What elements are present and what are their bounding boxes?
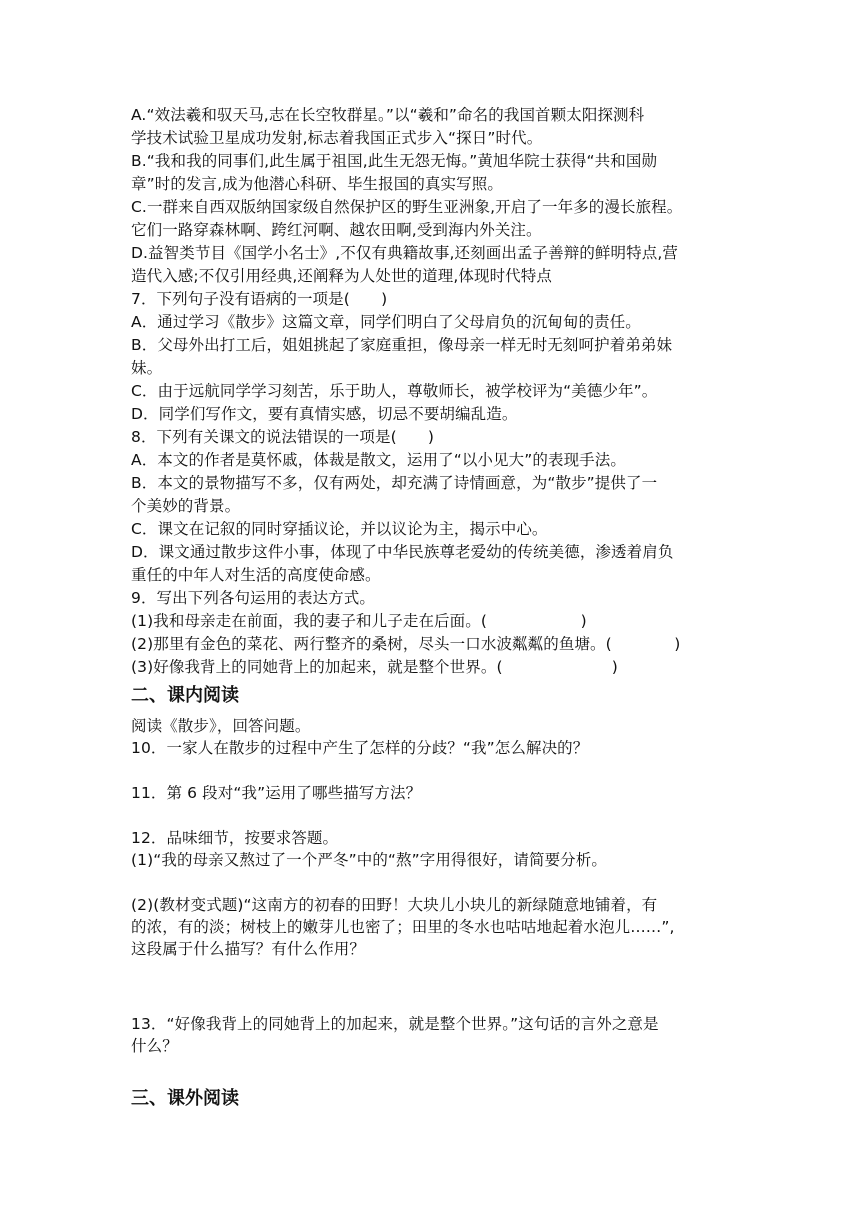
reading-instruction: 阅读《散步》，回答问题。 [131,717,311,735]
question-11: 11．第 6 段对“我”运用了哪些描写方法？ [131,784,422,802]
q9-item-1: (1)我和母亲走在前面，我的妻子和儿子走在后面。( ) [131,612,587,630]
option-b-line-2: 章”时的发言,成为他潜心科研、毕生报国的真实写照。 [131,175,503,193]
q12-part-2-line-1: (2)(教材变式题)“这南方的初春的田野！大块儿小块儿的新绿随意地铺着，有 [131,896,658,914]
q12-part-1: (1)“我的母亲又熬过了一个严冬”中的“熬”字用得很好，请简要分析。 [131,851,607,869]
question-7: 7．下列句子没有语病的一项是( ) [131,290,388,308]
option-d-line-1: D.益智类节目《国学小名士》,不仅有典籍故事,还刻画出孟子善辩的鲜明特点,营 [131,244,678,262]
q7-option-b-line-1: B．父母外出打工后，姐姐挑起了家庭重担，像母亲一样无时无刻呵护着弟弟妹 [131,336,673,354]
q8-option-a: A．本文的作者是莫怀戚，体裁是散文，运用了“以小见大”的表现手法。 [131,451,626,469]
question-8: 8．下列有关课文的说法错误的一项是( ) [131,428,435,446]
option-b-line-1: B.“我和我的同事们,此生属于祖国,此生无怨无悔。”黄旭华院士获得“共和国勋 [131,152,658,170]
section-heading-3: 三、课外阅读 [131,1088,239,1109]
option-d-line-2: 造代入感;不仅引用经典,还阐释为人处世的道理,体现时代特点 [131,267,552,285]
question-10: 10．一家人在散步的过程中产生了怎样的分歧？“我”怎么解决的？ [131,739,589,757]
q12-part-2-line-2: 的浓，有的淡；树枝上的嫩芽儿也密了；田里的冬水也咕咕地起着水泡儿……”, [131,918,675,936]
q7-option-c: C．由于远航同学学习刻苦，乐于助人，尊敬师长，被学校评为“美德少年”。 [131,382,658,400]
q7-option-b-line-2: 妹。 [131,359,163,377]
question-12: 12．品味细节，按要求答题。 [131,829,339,847]
section-heading-2: 二、课内阅读 [131,685,239,706]
q8-option-c: C．课文在记叙的同时穿插议论，并以议论为主，揭示中心。 [131,520,548,538]
q7-option-a: A．通过学习《散步》这篇文章，同学们明白了父母肩负的沉甸甸的责任。 [131,313,641,331]
q8-option-d-line-1: D．课文通过散步这件小事，体现了中华民族尊老爱幼的传统美德，渗透着肩负 [131,543,674,561]
q8-option-d-line-2: 重任的中年人对生活的高度使命感。 [131,566,381,584]
option-a-line-1: A.“效法羲和驭天马,志在长空牧群星。”以“羲和”命名的我国首颗太阳探测科 [131,106,645,124]
q8-option-b-line-1: B．本文的景物描写不多，仅有两处，却充满了诗情画意，为“散步”提供了一 [131,474,658,492]
q9-item-2: (2)那里有金色的菜花、两行整齐的桑树，尽头一口水波粼粼的鱼塘。( ) [131,635,681,653]
q7-option-d: D．同学们写作文，要有真情实感，切忌不要胡编乱造。 [131,405,518,423]
q9-item-3: (3)好像我背上的同她背上的加起来，就是整个世界。( ) [131,658,618,676]
q12-part-2-line-3: 这段属于什么描写？有什么作用？ [131,940,366,958]
question-9: 9．写出下列各句运用的表达方式。 [131,589,375,607]
q8-option-b-line-2: 个美妙的背景。 [131,497,241,515]
question-13-line-2: 什么？ [131,1037,178,1055]
question-13-line-1: 13．“好像我背上的同她背上的加起来，就是整个世界。”这句话的言外之意是 [131,1015,659,1033]
option-c-line-1: C.一群来自西双版纳国家级自然保护区的野生亚洲象,开启了一年多的漫长旅程。 [131,198,683,216]
option-a-line-2: 学技术试验卫星成功发射,标志着我国正式步入“探日”时代。 [131,129,543,147]
option-c-line-2: 它们一路穿森林啊、跨红河啊、越农田啊,受到海内外关注。 [131,221,542,239]
